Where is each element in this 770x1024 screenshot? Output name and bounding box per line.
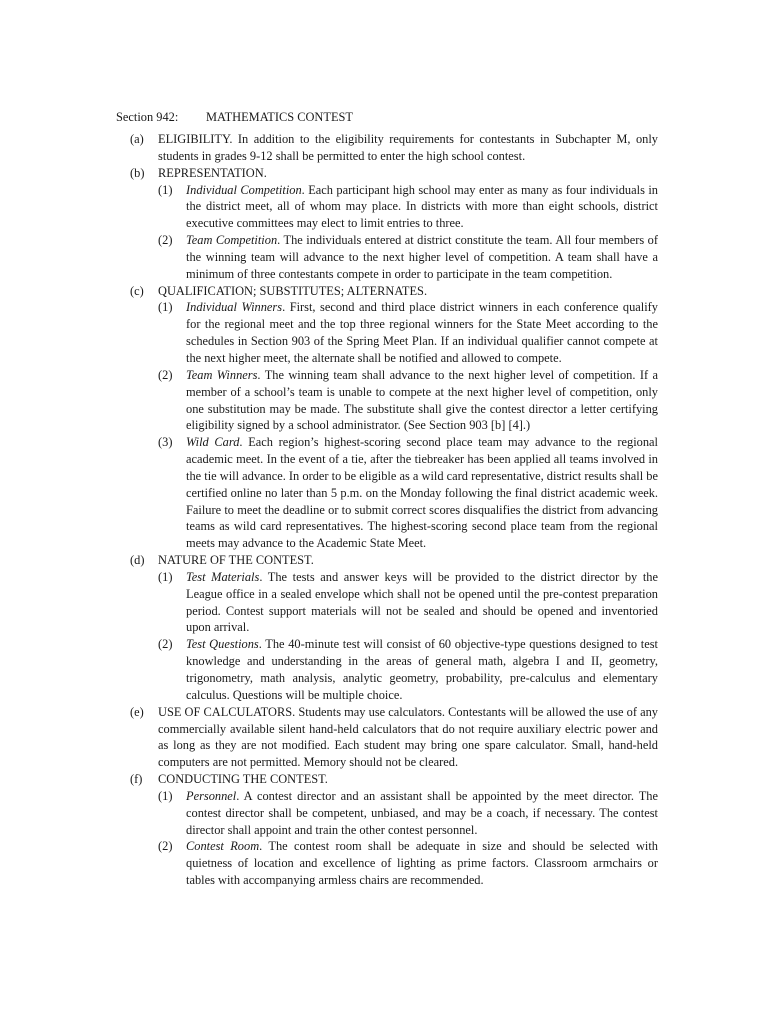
item-label: (1)	[158, 182, 173, 197]
item-c-1	[130, 299, 658, 366]
section-title: MATHEMATICS CONTEST	[206, 110, 353, 124]
item-d-1	[130, 569, 658, 636]
subsection-text: USE OF CALCULATORS. Students may use calculators. Contestants will be allowed the use of any commercially available silent hand-held calculators that do not require auxiliary electric power and as long as they are not modified. Each student may bring one spare calculator. Small, hand-held computers are not permitted. Memory should not be cleared.	[158, 704, 658, 770]
item-body: . Each participant high school may enter as many as four individuals in the district meet, all of whom may place. In districts with more than eight schools, district executive committees may elect to limit entries to three.	[186, 182, 658, 231]
item-b-1	[130, 182, 658, 233]
item-body: . A contest director and an assistant shall be appointed by the meet director. The contest director shall be competent, unbiased, and may be a coach, if necessary. The contest director shall appoint and train the other contest personnel.	[186, 788, 658, 837]
item-text	[186, 788, 658, 839]
subsection-label: (a)	[130, 132, 144, 146]
subsection-b	[130, 165, 658, 182]
item-heading: Team Winners	[186, 367, 258, 382]
item-heading: Individual Winners	[186, 300, 283, 315]
subsection-text: CONDUCTING THE CONTEST.	[158, 772, 328, 787]
item-body: . The 40-minute test will consist of 60 objective-type questions designed to test knowledge and understanding in the areas of general math, algebra I and II, geometry, trigonometry, math analysis, analytic geometry, probability, pre-calculus and elementary calculus. Questions will be multiple choice.	[186, 637, 658, 702]
item-text	[186, 182, 658, 233]
item-label: (3)	[158, 435, 173, 450]
item-heading: Test Questions	[186, 637, 259, 652]
item-heading: Wild Card	[186, 435, 240, 450]
rule-body	[130, 131, 658, 889]
item-text	[186, 569, 658, 636]
item-text	[186, 434, 658, 552]
item-body: . The tests and answer keys will be provided to the district director by the League office in a sealed envelope which shall not be opened until the pre-contest preparation period. Contest support materials will not be sealed and should be opened and inventoried upon arrival.	[186, 569, 658, 635]
item-label: (2)	[158, 637, 173, 652]
item-c-2	[130, 367, 658, 434]
item-text	[186, 367, 658, 434]
subsection-label: (c)	[130, 283, 144, 298]
subsection-c	[130, 283, 658, 300]
item-text	[186, 636, 658, 703]
item-body: . Each region’s highest-scoring second place team may advance to the regional academic meet. In the event of a tie, after the tiebreaker has been applied all teams involved in the tie will advance. In order to be eligible as a wild card representative, district results shall be certified online no later than 5 p.m. on the Monday following the final district academic week. Failure to meet the deadline or to submit correct scores disqualifies the district from advancing teams as wild card representatives. The highest-scoring second place team from the regional meets may advance to the Academic State Meet.	[186, 435, 658, 551]
subsection-f	[130, 771, 658, 788]
item-heading: Individual Competition	[186, 182, 302, 197]
item-label: (1)	[158, 569, 173, 584]
subsection-text: NATURE OF THE CONTEST.	[158, 553, 314, 568]
item-text	[186, 299, 658, 366]
subsection-e	[130, 704, 658, 771]
item-d-2	[130, 636, 658, 703]
subsection-text: ELIGIBILITY. In addition to the eligibility requirements for contestants in Subchapter M, only students in grades 9-12 shall be permitted to enter the high school contest.	[158, 132, 658, 163]
subsection-label: (d)	[130, 553, 145, 568]
section-header	[116, 109, 676, 126]
item-c-3	[130, 434, 658, 552]
subsection-label: (b)	[130, 165, 145, 180]
subsection-label: (e)	[130, 704, 144, 719]
item-heading: Contest Room	[186, 839, 260, 854]
item-body: . The individuals entered at district constitute the team. All four members of the winning team will advance to the next higher level of competition. A team shall have a minimum of three contestants compete in order to participate in the team competition.	[186, 233, 658, 281]
subsection-a	[130, 131, 658, 165]
subsection-text: QUALIFICATION; SUBSTITUTES; ALTERNATES.	[158, 283, 428, 298]
subsection-label: (f)	[130, 772, 143, 787]
item-f-1	[130, 788, 658, 839]
section-number: Section 942:	[116, 110, 179, 124]
item-label: (2)	[158, 367, 173, 382]
item-label: (1)	[158, 788, 173, 803]
item-label: (2)	[158, 839, 173, 854]
subsection-text: REPRESENTATION.	[158, 165, 267, 180]
item-label: (2)	[158, 233, 173, 248]
item-heading: Test Materials	[186, 569, 260, 584]
item-body: . The winning team shall advance to the next higher level of competition. If a member of a school’s team is unable to compete at the next higher level of competition, only one substitution may be made. The substitute shall give the contest director a letter certifying eligibility signed by a school administrator. (See Section 903 [b] [4].)	[186, 367, 659, 433]
item-heading: Team Competition	[186, 233, 278, 248]
item-b-2	[130, 232, 658, 283]
item-f-2	[130, 838, 658, 889]
item-body: . The contest room shall be adequate in size and should be selected with quietness of location and excellence of lighting as prime factors. Classroom armchairs or tables with accompanying armless chairs are recommended.	[186, 839, 658, 888]
item-body: . First, second and third place district winners in each conference qualify for the regional meet and the top three regional winners for the State Meet according to the schedules in Section 903 of the Spring Meet Plan. If an individual qualifier cannot compete at the next higher meet, the alternate shall be notified and allowed to compete.	[186, 300, 658, 365]
item-text	[186, 232, 658, 283]
item-text	[186, 838, 658, 889]
subsection-d	[130, 552, 658, 569]
item-label: (1)	[158, 300, 173, 315]
item-heading: Personnel	[186, 788, 237, 803]
